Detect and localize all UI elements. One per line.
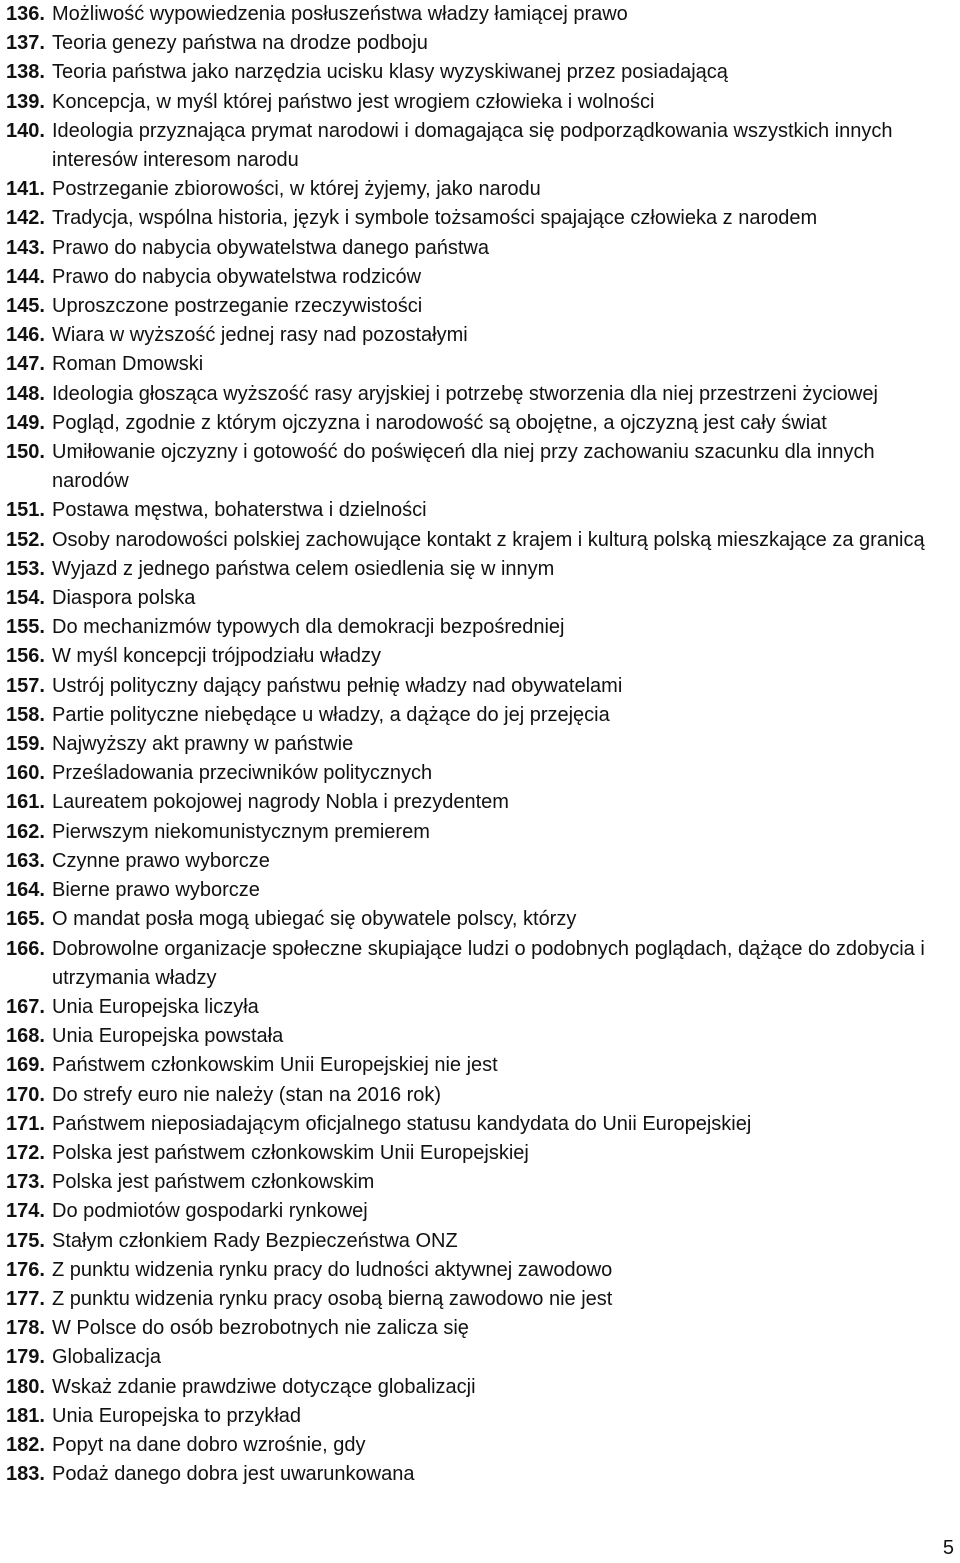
list-item: [6, 1431, 951, 1460]
list-item-number: 172.: [6, 1141, 45, 1164]
list-item: [6, 321, 951, 350]
list-item: [6, 88, 951, 117]
list-item: [6, 672, 951, 701]
list-item-number: 149.: [6, 411, 45, 434]
list-item-text: Do podmiotów gospodarki rynkowej: [52, 1200, 368, 1223]
list-item-number: 182.: [6, 1433, 45, 1456]
list-item-text: Osoby narodowości polskiej zachowujące kontakt z krajem i kulturą polską mieszkające za granicą: [52, 528, 925, 551]
list-item: [6, 1402, 951, 1431]
list-item: [6, 555, 951, 584]
list-item: [6, 613, 951, 642]
list-item-text: Wiara w wyższość jednej rasy nad pozostałymi: [52, 324, 468, 347]
list-item: [6, 905, 951, 934]
list-item: [6, 380, 951, 409]
list-item-number: 153.: [6, 557, 45, 580]
list-item-number: 164.: [6, 879, 45, 902]
list-item-number: 138.: [6, 61, 45, 84]
list-item-text: Polska jest państwem członkowskim Unii Europejskiej: [52, 1141, 529, 1164]
list-item-text: Roman Dmowski: [52, 353, 204, 376]
list-item-number: 162.: [6, 820, 45, 843]
list-item: [6, 438, 951, 496]
list-item-text: Partie polityczne niebędące u władzy, a dążące do jej przejęcia: [52, 703, 610, 726]
list-item-number: 151.: [6, 499, 45, 522]
list-item: [6, 234, 951, 263]
list-item: [6, 58, 951, 87]
list-item-number: 173.: [6, 1171, 45, 1194]
list-item-number: 169.: [6, 1054, 45, 1077]
list-item: [6, 526, 951, 555]
list-item-number: 157.: [6, 674, 45, 697]
list-item-text: Uproszczone postrzeganie rzeczywistości: [52, 295, 423, 318]
list-item-text: W myśl koncepcji trójpodziału władzy: [52, 645, 382, 668]
list-item-number: 178.: [6, 1317, 45, 1340]
list-item: [6, 204, 951, 233]
list-item-text: Diaspora polska: [52, 587, 196, 610]
list-item-number: 136.: [6, 3, 45, 25]
list-item-number: 179.: [6, 1346, 45, 1369]
list-item-number: 145.: [6, 295, 45, 318]
list-item: [6, 1139, 951, 1168]
list-item-text: Z punktu widzenia rynku pracy do ludności aktywnej zawodowo: [52, 1258, 613, 1281]
list-item-number: 144.: [6, 265, 45, 288]
list-item-number: 183.: [6, 1463, 45, 1486]
list-item-text: Polska jest państwem członkowskim: [52, 1171, 375, 1194]
list-item: [6, 1373, 951, 1402]
list-item: [6, 935, 951, 993]
list-item-text: Czynne prawo wyborcze: [52, 849, 270, 872]
list-item-text: Laureatem pokojowej nagrody Nobla i prezydentem: [52, 791, 509, 814]
list-item-text: Pogląd, zgodnie z którym ojczyzna i narodowość są obojętne, a ojczyzną jest cały świat: [52, 411, 827, 434]
list-item-number: 142.: [6, 207, 45, 230]
list-item-text: Koncepcja, w myśl której państwo jest wrogiem człowieka i wolności: [52, 90, 655, 113]
list-item-text: Do strefy euro nie należy (stan na 2016 rok): [52, 1083, 442, 1106]
list-item-text: O mandat posła mogą ubiegać się obywatele polscy, którzy: [52, 908, 577, 931]
list-item-number: 156.: [6, 645, 45, 668]
list-item-number: 176.: [6, 1258, 45, 1281]
list-item: [6, 759, 951, 788]
list-item: [6, 175, 951, 204]
list-item-text: Globalizacja: [52, 1346, 161, 1369]
list-item-text: W Polsce do osób bezrobotnych nie zalicza się: [52, 1317, 469, 1340]
list-item-text: Ustrój polityczny dający państwu pełnię władzy nad obywatelami: [52, 674, 623, 697]
list-item-text: Tradycja, wspólna historia, język i symbole tożsamości spajające człowieka z narodem: [52, 207, 818, 230]
page-number: 5: [942, 1537, 954, 1559]
list-item: [6, 1110, 951, 1139]
list-item-text: Możliwość wypowiedzenia posłuszeństwa władzy łamiącej prawo: [52, 3, 628, 25]
list-item: [6, 1314, 951, 1343]
list-item: [6, 1227, 951, 1256]
list-item-text: Z punktu widzenia rynku pracy osobą bierną zawodowo nie jest: [52, 1287, 613, 1310]
list-item-text: Pierwszym niekomunistycznym premierem: [52, 820, 430, 843]
list-item-text: Wyjazd z jednego państwa celem osiedlenia się w innym: [52, 557, 555, 580]
list-item: [6, 1285, 951, 1314]
list-item: [6, 1256, 951, 1285]
list-item-text: Teoria genezy państwa na drodze podboju: [52, 32, 428, 55]
list-item-text: Podaż danego dobra jest uwarunkowana: [52, 1463, 415, 1486]
list-item-text: Państwem nieposiadającym oficjalnego statusu kandydata do Unii Europejskiej: [52, 1112, 752, 1135]
list-item-number: 139.: [6, 90, 45, 113]
list-item-text: Państwem członkowskim Unii Europejskiej nie jest: [52, 1054, 498, 1077]
list-item: [6, 117, 951, 175]
list-item-number: 160.: [6, 762, 45, 785]
list-item: [6, 788, 951, 817]
list-item: [6, 409, 951, 438]
list-item-number: 147.: [6, 353, 45, 376]
list-item: [6, 584, 951, 613]
list-item-number: 158.: [6, 703, 45, 726]
list-item-text: Ideologia przyznająca prymat narodowi i domagająca się podporządkowania wszystkich innych interesów interesom narodu: [52, 119, 893, 172]
list-item-number: 174.: [6, 1200, 45, 1223]
list-item-text: Unia Europejska to przykład: [52, 1404, 302, 1427]
list-item: [6, 292, 951, 321]
list-item-number: 140.: [6, 119, 45, 142]
list-item-text: Ideologia głosząca wyższość rasy aryjskiej i potrzebę stworzenia dla niej przestrzeni życiowej: [52, 382, 878, 405]
numbered-list: [6, 0, 951, 1489]
list-item-text: Postrzeganie zbiorowości, w której żyjemy, jako narodu: [52, 178, 541, 201]
list-item-number: 161.: [6, 791, 45, 814]
list-item-number: 166.: [6, 937, 45, 960]
list-item: [6, 818, 951, 847]
list-item-number: 170.: [6, 1083, 45, 1106]
list-item: [6, 1081, 951, 1110]
list-item: [6, 496, 951, 525]
list-item-number: 137.: [6, 32, 45, 55]
list-item: [6, 0, 951, 29]
list-item-text: Unia Europejska powstała: [52, 1025, 284, 1048]
list-item: [6, 1460, 951, 1489]
list-item: [6, 350, 951, 379]
list-item-text: Postawa męstwa, bohaterstwa i dzielności: [52, 499, 427, 522]
list-item-number: 155.: [6, 616, 45, 639]
list-item-text: Do mechanizmów typowych dla demokracji bezpośredniej: [52, 616, 565, 639]
list-item: [6, 1022, 951, 1051]
list-item-text: Najwyższy akt prawny w państwie: [52, 733, 354, 756]
list-item: [6, 701, 951, 730]
list-item: [6, 876, 951, 905]
list-item-number: 167.: [6, 995, 45, 1018]
list-item-number: 177.: [6, 1287, 45, 1310]
list-item-text: Bierne prawo wyborcze: [52, 879, 260, 902]
list-item-number: 165.: [6, 908, 45, 931]
list-item-number: 150.: [6, 441, 45, 464]
list-item: [6, 847, 951, 876]
list-item-number: 146.: [6, 324, 45, 347]
list-item-text: Unia Europejska liczyła: [52, 995, 259, 1018]
list-item-text: Stałym członkiem Rady Bezpieczeństwa ONZ: [52, 1229, 458, 1252]
list-item-text: Wskaż zdanie prawdziwe dotyczące globalizacji: [52, 1375, 476, 1398]
list-item: [6, 1197, 951, 1226]
list-item: [6, 263, 951, 292]
list-item: [6, 1343, 951, 1372]
list-item-number: 171.: [6, 1112, 45, 1135]
list-item-number: 163.: [6, 849, 45, 872]
list-item-number: 154.: [6, 587, 45, 610]
list-item: [6, 1168, 951, 1197]
list-item-number: 181.: [6, 1404, 45, 1427]
list-item: [6, 993, 951, 1022]
list-item: [6, 1051, 951, 1080]
list-item-number: 180.: [6, 1375, 45, 1398]
list-item-text: Prawo do nabycia obywatelstwa danego państwa: [52, 236, 489, 259]
list-item: [6, 730, 951, 759]
list-item-number: 152.: [6, 528, 45, 551]
list-item-number: 159.: [6, 733, 45, 756]
list-item-text: Dobrowolne organizacje społeczne skupiające ludzi o podobnych poglądach, dążące do zdobycia i utrzymania władzy: [52, 937, 925, 989]
list-item-text: Teoria państwa jako narzędzia ucisku klasy wyzyskiwanej przez posiadającą: [52, 61, 728, 84]
list-item-text: Prawo do nabycia obywatelstwa rodziców: [52, 265, 422, 288]
list-item-number: 148.: [6, 382, 45, 405]
list-item-text: Popyt na dane dobro wzrośnie, gdy: [52, 1433, 366, 1456]
list-item-number: 168.: [6, 1025, 45, 1048]
list-item: [6, 642, 951, 671]
list-item-number: 141.: [6, 178, 45, 201]
list-item-number: 143.: [6, 236, 45, 259]
list-item-text: Prześladowania przeciwników politycznych: [52, 762, 433, 785]
list-item: [6, 29, 951, 58]
list-item-number: 175.: [6, 1229, 45, 1252]
list-item-text: Umiłowanie ojczyzny i gotowość do poświęceń dla niej przy zachowaniu szacunku dla innych narodów: [52, 441, 875, 493]
